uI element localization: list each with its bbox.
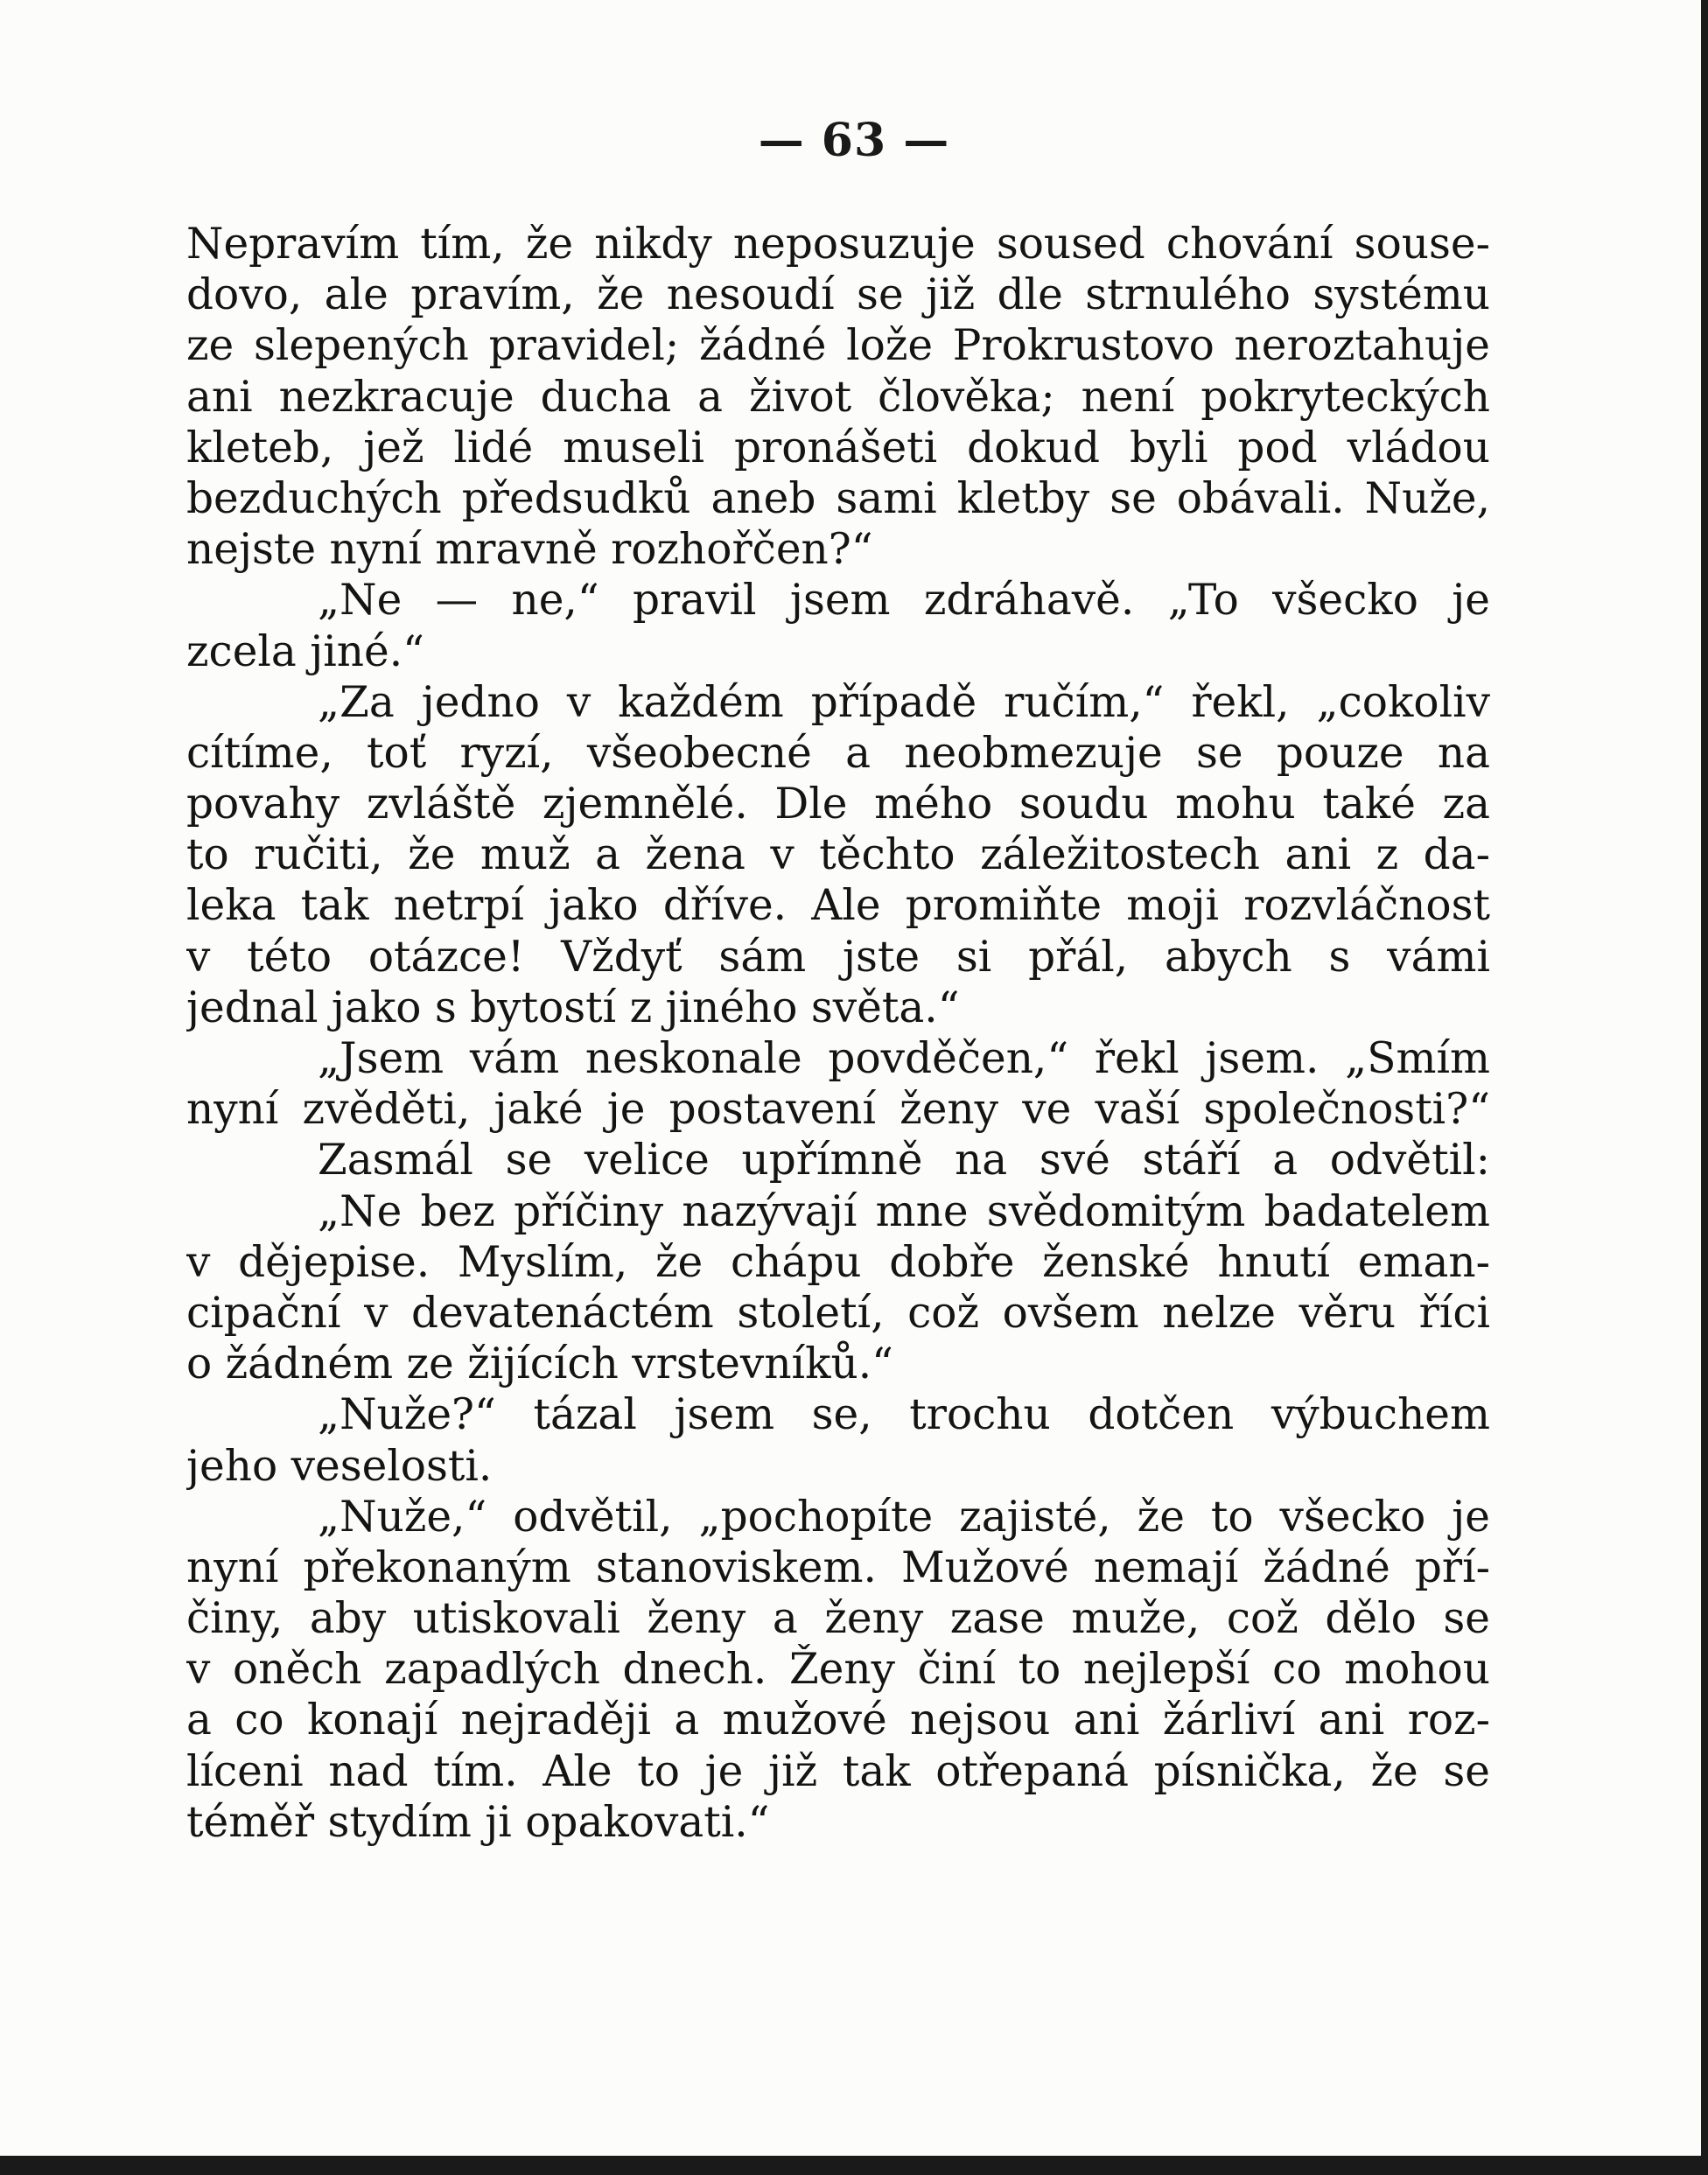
text-line: „Jsem vám neskonale povděčen,“ řekl jsem. „Smím — [318, 1034, 1490, 1083]
text-line: dovo, ale pravím, že nesoudí se již dle strnulého systému — [186, 270, 1490, 320]
text-line: v dějepise. Myslím, že chápu dobře ženské hnutí eman- — [186, 1237, 1490, 1287]
text-line: nyní překonaným stanoviskem. Mužové nemají žádné pří- — [186, 1542, 1490, 1592]
text-line: „Nuže?“ tázal jsem se, trochu dotčen výbuchem — [318, 1390, 1490, 1440]
text-line: téměř stydím ji opakovati.“ — [186, 1797, 770, 1847]
text-line: to ručiti, že muž a žena v těchto záležitostech ani z da- — [186, 830, 1490, 880]
text-line: kleteb, jež lidé museli pronášeti dokud byli pod vládou — [186, 423, 1490, 472]
text-line: jednal jako s bytostí z jiného světa.“ — [186, 983, 960, 1032]
text-line: jeho veselosti. — [186, 1441, 493, 1491]
page-number: — 63 — — [758, 114, 950, 167]
text-line: činy, aby utiskovali ženy a ženy zase muže, což dělo se — [186, 1594, 1490, 1644]
text-line: cipační v devatenáctém století, což ovšem nelze věru říci — [186, 1288, 1490, 1338]
text-line: ani nezkracuje ducha a život člověka; není pokryteckých — [186, 372, 1490, 422]
text-line: „Ne bez příčiny nazývají mne svědomitým badatelem — [318, 1186, 1490, 1236]
body-text — [186, 219, 1490, 1848]
text-line: líceni nad tím. Ale to je již tak otřepaná písnička, že se — [186, 1746, 1490, 1796]
text-line: „Nuže,“ odvětil, „pochopíte zajisté, že to všecko je — [318, 1492, 1490, 1542]
text-line: v oněch zapadlých dnech. Ženy činí to nejlepší co mohou — [186, 1645, 1490, 1695]
text-line: ze slepených pravidel; žádné lože Prokrustovo neroztahuje — [186, 321, 1490, 371]
text-line: „Za jedno v každém případě ručím,“ řekl, „cokoliv — [318, 677, 1490, 727]
text-line: leka tak netrpí jako dříve. Ale promiňte moji rozvláčnost — [186, 881, 1490, 931]
text-line: Zasmál se velice upřímně na své stáří a odvětil: — [318, 1136, 1490, 1185]
text-line: zcela jiné.“ — [186, 626, 424, 676]
text-line: o žádném ze žijících vrstevníků.“ — [186, 1339, 893, 1389]
text-line: nejste nyní mravně rozhořčen?“ — [186, 525, 873, 575]
text-line: v této otázce! Vždyť sám jste si přál, abych s vámi — [186, 932, 1490, 982]
text-line: cítíme, toť ryzí, všeobecné a neobmezuje se pouze na — [186, 728, 1490, 778]
text-line: povahy zvláště zjemnělé. Dle mého soudu mohu také za — [186, 780, 1490, 829]
text-line: a co konají nejraději a mužové nejsou ani žárliví ani roz- — [186, 1696, 1490, 1745]
text-line: Nepravím tím, že nikdy neposuzuje soused chování souse- — [186, 220, 1490, 269]
text-line: nyní zvěděti, jaké je postavení ženy ve vaší společnosti?“ — [186, 1085, 1490, 1135]
text-line: „Ne — ne,“ pravil jsem zdráhavě. „To všecko je — [318, 576, 1490, 626]
text-line: bezduchých předsudků aneb sami kletby se obávali. Nuže, — [186, 473, 1490, 523]
